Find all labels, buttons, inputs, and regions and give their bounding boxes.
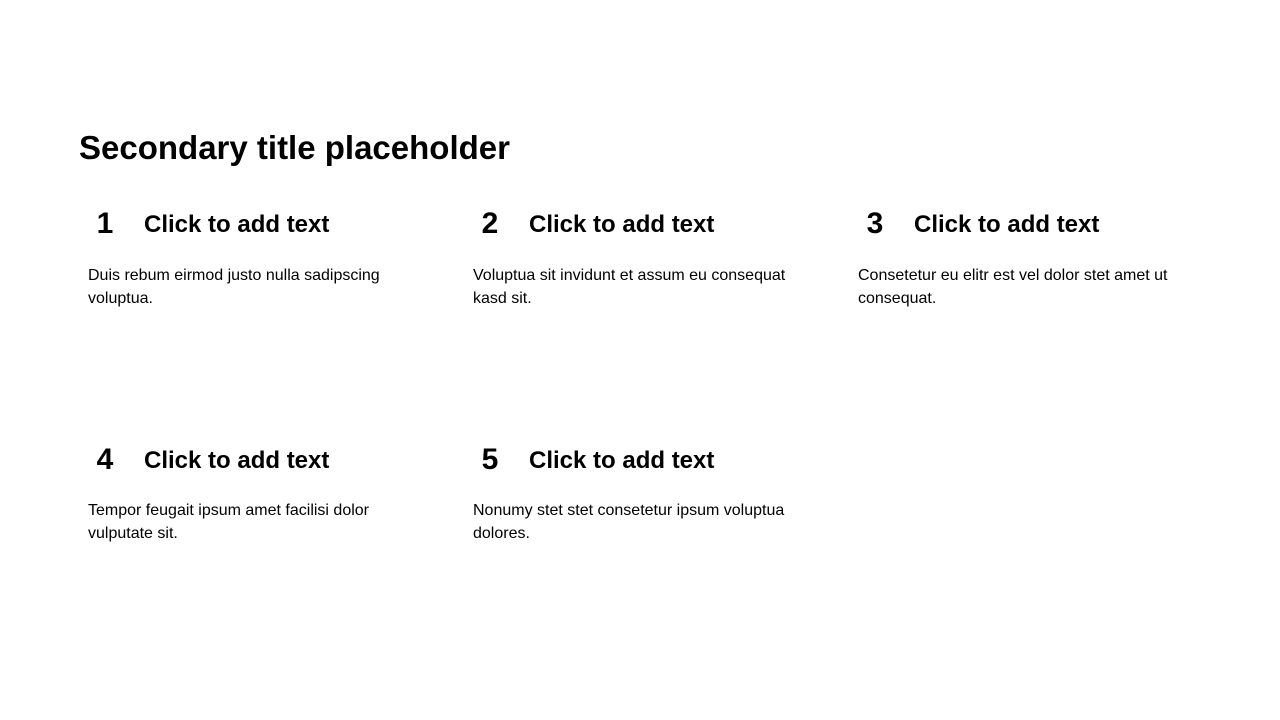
- list-item: [473, 442, 813, 582]
- item-body-text[interactable]: Duis rebum eirmod justo nulla sadipscing voluptua.: [88, 267, 380, 307]
- list-item: [88, 206, 428, 346]
- item-body-text[interactable]: Voluptua sit invidunt et assum eu consequat kasd sit.: [473, 267, 786, 307]
- list-item: [473, 206, 813, 346]
- item-heading-placeholder[interactable]: Click to add text: [914, 211, 1100, 238]
- item-body-text[interactable]: Consetetur eu elitr est vel dolor stet amet ut consequat.: [858, 267, 1168, 307]
- item-heading-placeholder[interactable]: Click to add text: [529, 447, 715, 474]
- item-heading-placeholder[interactable]: Click to add text: [144, 447, 330, 474]
- item-number: 5: [481, 443, 499, 476]
- item-body-text[interactable]: Tempor feugait ipsum amet facilisi dolor vulputate sit.: [88, 502, 370, 542]
- item-number: 2: [481, 207, 499, 240]
- list-item: [88, 442, 428, 582]
- list-item: [858, 206, 1198, 346]
- slide-title[interactable]: Secondary title placeholder: [79, 129, 510, 166]
- item-heading-placeholder[interactable]: Click to add text: [529, 211, 715, 238]
- item-body-text[interactable]: Nonumy stet stet consetetur ipsum voluptua dolores.: [473, 502, 785, 542]
- item-number: 1: [96, 207, 114, 240]
- item-heading-placeholder[interactable]: Click to add text: [144, 211, 330, 238]
- item-number: 4: [96, 443, 114, 476]
- item-number: 3: [866, 207, 884, 240]
